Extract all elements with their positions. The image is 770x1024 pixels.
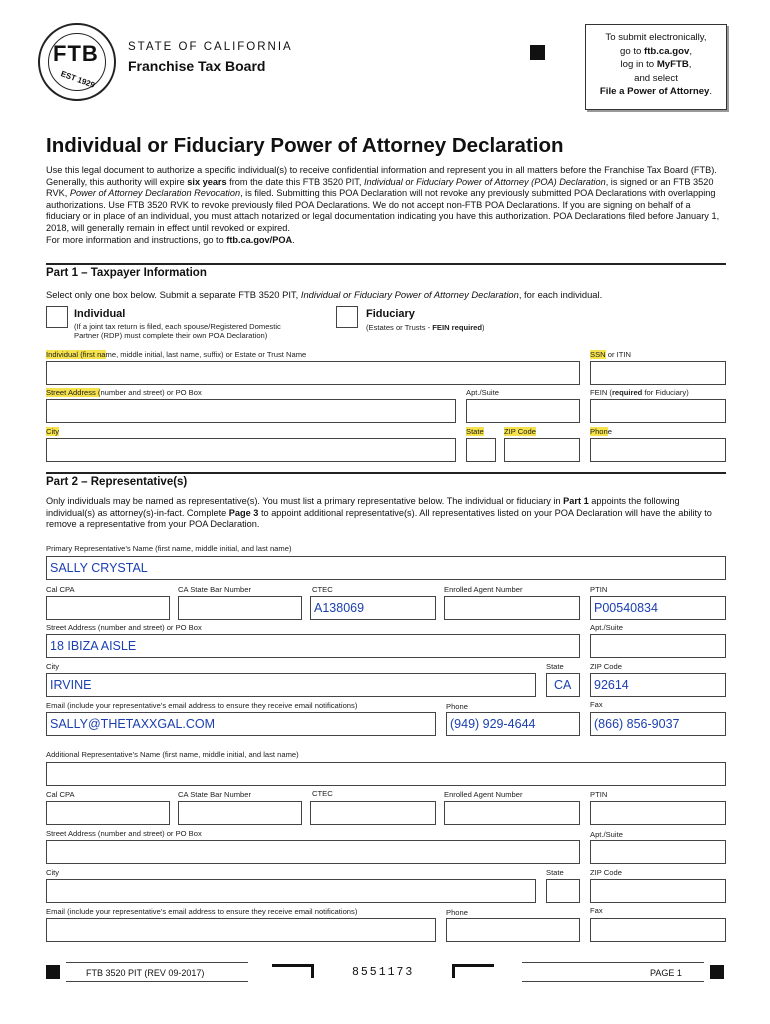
form-id: FTB 3520 PIT (REV 09-2017): [86, 968, 205, 978]
submit-line-5: File a Power of Attorney.: [599, 86, 713, 97]
primary-state-input[interactable]: [546, 673, 580, 697]
primary-phone-value: (949) 929-4644: [450, 717, 536, 731]
additional-ea-label: Enrolled Agent Number: [444, 790, 523, 799]
primary-ea-label: Enrolled Agent Number: [444, 585, 523, 594]
primary-name-value: SALLY CRYSTAL: [50, 561, 148, 575]
additional-ctec-label: CTEC: [312, 789, 333, 798]
primary-ptin-input[interactable]: [590, 596, 726, 620]
ssn-input[interactable]: [590, 361, 726, 385]
primary-zip-label: ZIP Code: [590, 662, 622, 671]
additional-street-label: Street Address (number and street) or PO Box: [46, 829, 202, 838]
fiduciary-note: (Estates or Trusts - FEIN required): [366, 323, 485, 332]
primary-apt-input[interactable]: [590, 634, 726, 658]
primary-street-value: 18 IBIZA AISLE: [50, 639, 137, 653]
footer-mark-left: [46, 965, 60, 979]
primary-street-label: Street Address (number and street) or PO Box: [46, 623, 202, 632]
intro-paragraph: Use this legal document to authorize a specific individual(s) to receive confidential information and represent you in all matters before the Franchise Tax Board (FTB). Generally, this authority will expire six years from the date this FTB 3520 PIT, Individual or Fiduciary Power of Attorney (POA) Declaration, is signed or an FTB 3520 RVK, Power of Attorney Declaration Revocation, is filed. Submitting this POA Declaration will not revoke any previously submitted POA Declarations with overlapping authorizations. Use FTB 3520 RVK to revoke previously filed POA Declarations. We do not accept non-FTB POA Declarations. If you are signing on behalf of a fiduciary or in place of an individual, you must attach notarized or legal documentation indicating you have this authorization. POA Declarations filed before January 1, 2018, will generally remain in effect until revoked or expired. For more information and instructions, go to ftb.ca.gov/POA.: [46, 165, 720, 245]
primary-calcpa-input[interactable]: [46, 596, 170, 620]
primary-apt-label: Apt./Suite: [590, 623, 623, 632]
additional-name-label: Additional Representative’s Name (first name, middle initial, and last name): [46, 750, 299, 759]
additional-fax-input[interactable]: [590, 918, 726, 942]
taxpayer-state-input[interactable]: [466, 438, 496, 462]
poa-link[interactable]: ftb.ca.gov/POA: [226, 234, 293, 245]
primary-email-input[interactable]: [46, 712, 436, 736]
myftb-link[interactable]: MyFTB: [656, 59, 689, 70]
primary-street-input[interactable]: [46, 634, 580, 658]
fiduciary-checkbox[interactable]: [336, 306, 358, 328]
primary-name-input[interactable]: [46, 556, 726, 580]
primary-calcpa-label: Cal CPA: [46, 585, 75, 594]
part1-rule: [46, 263, 726, 265]
taxpayer-phone-label: Phone: [590, 427, 612, 436]
primary-phone-label: Phone: [446, 702, 468, 711]
seal-text: FTB: [53, 41, 99, 66]
primary-ctec-input[interactable]: [310, 596, 436, 620]
primary-bar-label: CA State Bar Number: [178, 585, 252, 594]
agency-name: Franchise Tax Board: [128, 58, 266, 74]
footer-mark-right: [710, 965, 724, 979]
ssn-label: SSN or ITIN: [590, 350, 631, 359]
submit-electronically-box: [585, 24, 727, 110]
state-name: STATE OF CALIFORNIA: [128, 41, 293, 53]
barcode-number: 8551173: [352, 966, 415, 979]
additional-phone-label: Phone: [446, 908, 468, 917]
individual-note-2: Partner (RDP) must complete their own POA Declaration): [74, 331, 268, 340]
primary-fax-input[interactable]: [590, 712, 726, 736]
primary-city-label: City: [46, 662, 60, 671]
seal-est: EST 1929: [59, 69, 97, 90]
additional-zip-input[interactable]: [590, 879, 726, 903]
primary-city-value: IRVINE: [50, 678, 92, 692]
part1-heading: Part 1 – Taxpayer Information: [46, 267, 207, 279]
taxpayer-city-input[interactable]: [46, 438, 456, 462]
ftb-seal-logo: [38, 23, 116, 101]
primary-zip-input[interactable]: [590, 673, 726, 697]
primary-ctec-label: CTEC: [312, 585, 333, 594]
primary-city-input[interactable]: [46, 673, 536, 697]
additional-city-input[interactable]: [46, 879, 536, 903]
additional-bar-label: CA State Bar Number: [178, 790, 252, 799]
submit-line-1: To submit electronically,: [605, 32, 707, 43]
primary-name-label: Primary Representative’s Name (first name, middle initial, and last name): [46, 544, 292, 553]
primary-ptin-label: PTIN: [590, 585, 608, 594]
taxpayer-name-input[interactable]: [46, 361, 580, 385]
primary-fax-value: (866) 856-9037: [594, 717, 680, 731]
additional-name-input[interactable]: [46, 762, 726, 786]
individual-label: Individual: [74, 308, 126, 320]
additional-city-label: City: [46, 868, 60, 877]
additional-bar-input[interactable]: [178, 801, 302, 825]
taxpayer-zip-label: ZIP Code: [504, 427, 536, 436]
ftb-link[interactable]: ftb.ca.gov: [644, 45, 690, 57]
taxpayer-zip-input[interactable]: [504, 438, 580, 462]
taxpayer-phone-input[interactable]: [590, 438, 726, 462]
additional-state-label: State: [546, 868, 564, 877]
taxpayer-apt-input[interactable]: [466, 399, 580, 423]
additional-phone-input[interactable]: [446, 918, 580, 942]
primary-ctec-value: A138069: [314, 601, 365, 615]
part2-rule: [46, 472, 726, 474]
taxpayer-apt-label: Apt./Suite: [466, 388, 499, 397]
primary-zip-value: 92614: [594, 678, 629, 692]
part2-instructions: Only individuals may be named as representative(s). You must list a primary representative below. The individual or fiduciary in Part 1 appoints the following individual(s) as attorney(s)-in-fact. Complete Page 3 to appoint additional representative(s). All representatives listed on your POA Declaration will have the ability to remove a representative from your POA Declaration.: [46, 496, 712, 530]
primary-state-label: State: [546, 662, 564, 671]
additional-street-input[interactable]: [46, 840, 580, 864]
taxpayer-state-label: State: [466, 427, 484, 436]
primary-ptin-value: P00540834: [594, 601, 658, 615]
submit-line-4: and select: [634, 72, 678, 84]
submit-line-2: go to ftb.ca.gov,: [620, 45, 692, 57]
additional-apt-input[interactable]: [590, 840, 726, 864]
submit-line-3: log in to MyFTB,: [620, 59, 692, 70]
additional-ptin-label: PTIN: [590, 790, 608, 799]
additional-calcpa-label: Cal CPA: [46, 790, 75, 799]
additional-email-input[interactable]: [46, 918, 436, 942]
additional-email-label: Email (include your representative’s email address to ensure they receive email notifications): [46, 907, 358, 916]
taxpayer-name-label: Individual (first name, middle initial, last name, suffix) or Estate or Trust Name: [46, 350, 307, 359]
primary-bar-input[interactable]: [178, 596, 302, 620]
fein-label: FEIN (required for Fiduciary): [590, 388, 689, 397]
part1-instructions: Select only one box below. Submit a separate FTB 3520 PIT, Individual or Fiduciary Power of Attorney Declaration, for each individual.: [46, 289, 603, 300]
footer-bracket-left: [272, 964, 314, 978]
additional-apt-label: Apt./Suite: [590, 830, 623, 839]
taxpayer-street-input[interactable]: [46, 399, 456, 423]
additional-zip-label: ZIP Code: [590, 868, 622, 877]
taxpayer-street-label: Street Address (number and street) or PO Box: [46, 388, 202, 397]
primary-ea-input[interactable]: [444, 596, 580, 620]
additional-state-input[interactable]: [546, 879, 580, 903]
primary-email-value: SALLY@THETAXXGAL.COM: [50, 717, 216, 731]
additional-fax-label: Fax: [590, 906, 603, 915]
taxpayer-city-label: City: [46, 427, 60, 436]
page-number: PAGE 1: [650, 968, 682, 978]
additional-calcpa-input[interactable]: [46, 801, 170, 825]
fiduciary-label: Fiduciary: [366, 308, 415, 320]
registration-mark: [530, 45, 545, 60]
primary-phone-input[interactable]: [446, 712, 580, 736]
footer-bracket-right: [452, 964, 494, 978]
primary-fax-label: Fax: [590, 700, 603, 709]
fein-input[interactable]: [590, 399, 726, 423]
individual-checkbox[interactable]: [46, 306, 68, 328]
additional-ptin-input[interactable]: [590, 801, 726, 825]
individual-note-1: (If a joint tax return is filed, each spouse/Registered Domestic: [74, 322, 281, 331]
primary-state-value: CA: [554, 678, 572, 692]
additional-ea-input[interactable]: [444, 801, 580, 825]
page-title: Individual or Fiduciary Power of Attorney Declaration: [46, 134, 564, 157]
primary-email-label: Email (include your representative’s email address to ensure they receive email notifications): [46, 701, 358, 710]
additional-ctec-input[interactable]: [310, 801, 436, 825]
part2-heading: Part 2 – Representative(s): [46, 476, 188, 488]
